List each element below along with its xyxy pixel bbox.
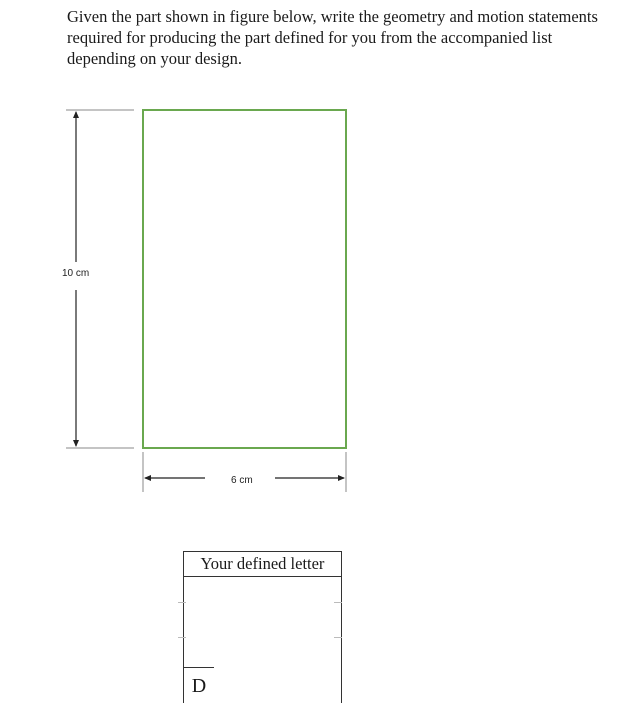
height-arrow-down	[73, 440, 79, 447]
letter-table-header: Your defined letter	[184, 552, 341, 577]
table-tick	[334, 637, 342, 638]
letter-value: D	[184, 667, 214, 708]
part-rectangle	[143, 110, 346, 448]
height-label: 10 cm	[62, 268, 90, 279]
table-tick	[178, 637, 186, 638]
width-arrow-right	[338, 475, 345, 481]
width-arrow-left	[144, 475, 151, 481]
width-label: 6 cm	[231, 475, 253, 486]
question-text: Given the part shown in figure below, write the geometry and motion statements required for producing the part defined for you from the accompanied list depending on your design.	[67, 7, 598, 68]
table-tick	[178, 602, 186, 603]
height-arrow-up	[73, 111, 79, 118]
letter-table	[183, 551, 342, 703]
table-tick	[334, 602, 342, 603]
